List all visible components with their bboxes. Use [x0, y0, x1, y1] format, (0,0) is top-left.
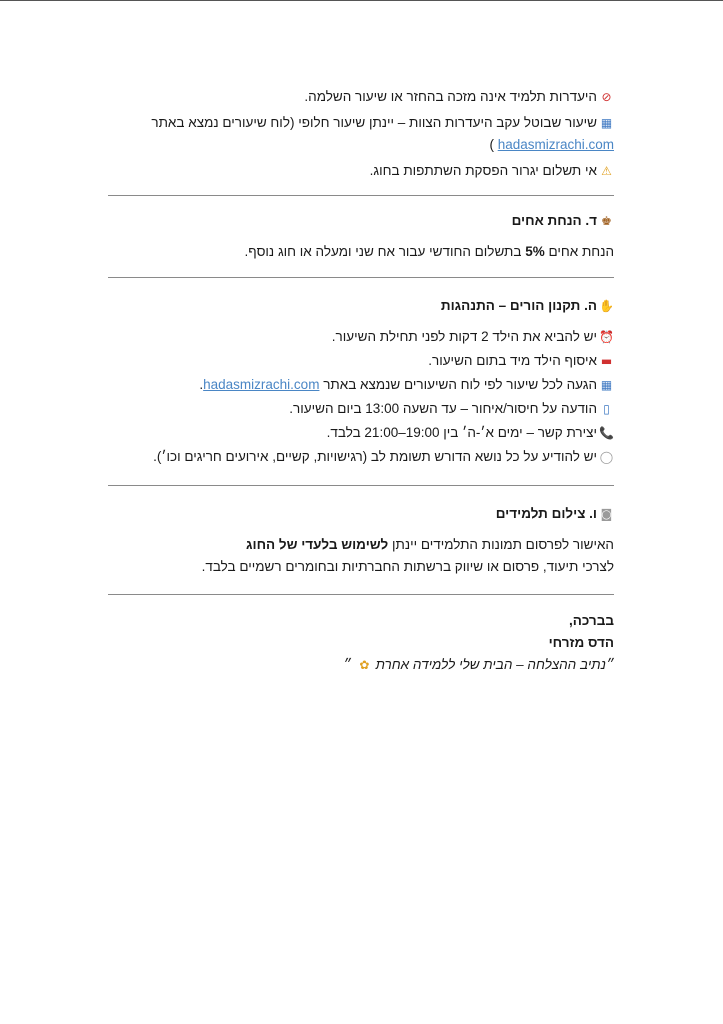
section-c [108, 86, 614, 182]
special-attention-rule: ◯יש להודיע על כל נושא הדורש תשומת לב (רגישויות, קשיים, אירועים חריגים וכו׳). [108, 445, 614, 469]
warning-icon: ⚠ [601, 164, 612, 178]
separator [108, 594, 614, 595]
page-top-border [0, 0, 723, 1]
car-icon: ▬ [600, 354, 613, 368]
section-d-title: ♚ד. הנחת אחים [108, 210, 614, 232]
separator [108, 485, 614, 486]
closing [108, 610, 614, 676]
arrival-time-rule: ⏰יש להביא את הילד 2 דקות לפני תחילת השיעור. [108, 325, 614, 349]
section-d [108, 210, 614, 263]
calendar-icon: ▦ [600, 116, 613, 130]
section-f [108, 503, 614, 578]
section-e-title: ✋ה. תקנון הורים – התנהגות [108, 295, 614, 317]
absence-notice-rule: ▯הודעה על חיסור/איחור – עד השעה 13:00 ביום השיעור. [108, 397, 614, 421]
siblings-icon: ♚ [601, 214, 612, 228]
separator [108, 195, 614, 196]
non-payment-line: ⚠אי תשלום יגרור הפסקת השתתפות בחוג. [108, 160, 614, 182]
prohibited-icon: ⦸ [601, 90, 612, 104]
speech-bubble-icon: ◯ [599, 450, 614, 464]
greeting: בברכה, [568, 613, 614, 628]
separator [108, 277, 614, 278]
section-f-title: ◙ו. צילום תלמידים [108, 503, 614, 525]
document-page [108, 86, 614, 676]
handshake-icon: ✋ [599, 299, 614, 313]
schedule-rule: ▦הגעה לכל שיעור לפי לוח השיעורים שנמצא באתר hadasmizrachi.com. [108, 373, 614, 397]
mobile-phone-icon: ▯ [603, 402, 610, 416]
contact-hours-rule: 📞יצירת קשר – ימים א׳-ה׳ בין 19:00–21:00 בלבד. [108, 421, 614, 445]
cancelled-lesson-line: ▦שיעור שבוטל עקב היעדרות הצוות – יינתן שיעור חלופי (לוח שיעורים נמצא באתר hadasmizrachi.com ) [108, 112, 614, 156]
slogan: ״נתיב ההצלחה – הבית שלי ללמידה אחרת ✿ ״ [108, 654, 614, 676]
absence-line: ⦸היעדרות תלמיד אינה מזכה בהחזר או שיעור השלמה. [108, 86, 614, 108]
pickup-rule: ▬איסוף הילד מיד בתום השיעור. [108, 349, 614, 373]
section-e [108, 295, 614, 469]
sibling-discount-text: הנחת אחים 5% בתשלום החודשי עבור אח שני ומעלה או חוג נוסף. [244, 244, 614, 259]
website-link[interactable]: hadasmizrachi.com [203, 377, 320, 392]
camera-icon: ◙ [600, 507, 613, 521]
website-link[interactable]: hadasmizrachi.com [497, 137, 614, 152]
alarm-clock-icon: ⏰ [599, 330, 614, 344]
photo-consent-text: האישור לפרסום תמונות התלמידים יינתן לשימוש בלעדי של החוג לצרכי תיעוד, פרסום או שיווק ברשתות החברתיות ובחומרים רשמיים בלבד. [201, 537, 614, 574]
telephone-icon: 📞 [599, 426, 614, 440]
flower-icon: ✿ [359, 658, 370, 672]
signature-name: הדס מזרחי [548, 635, 614, 650]
calendar-icon: ▦ [600, 378, 613, 392]
